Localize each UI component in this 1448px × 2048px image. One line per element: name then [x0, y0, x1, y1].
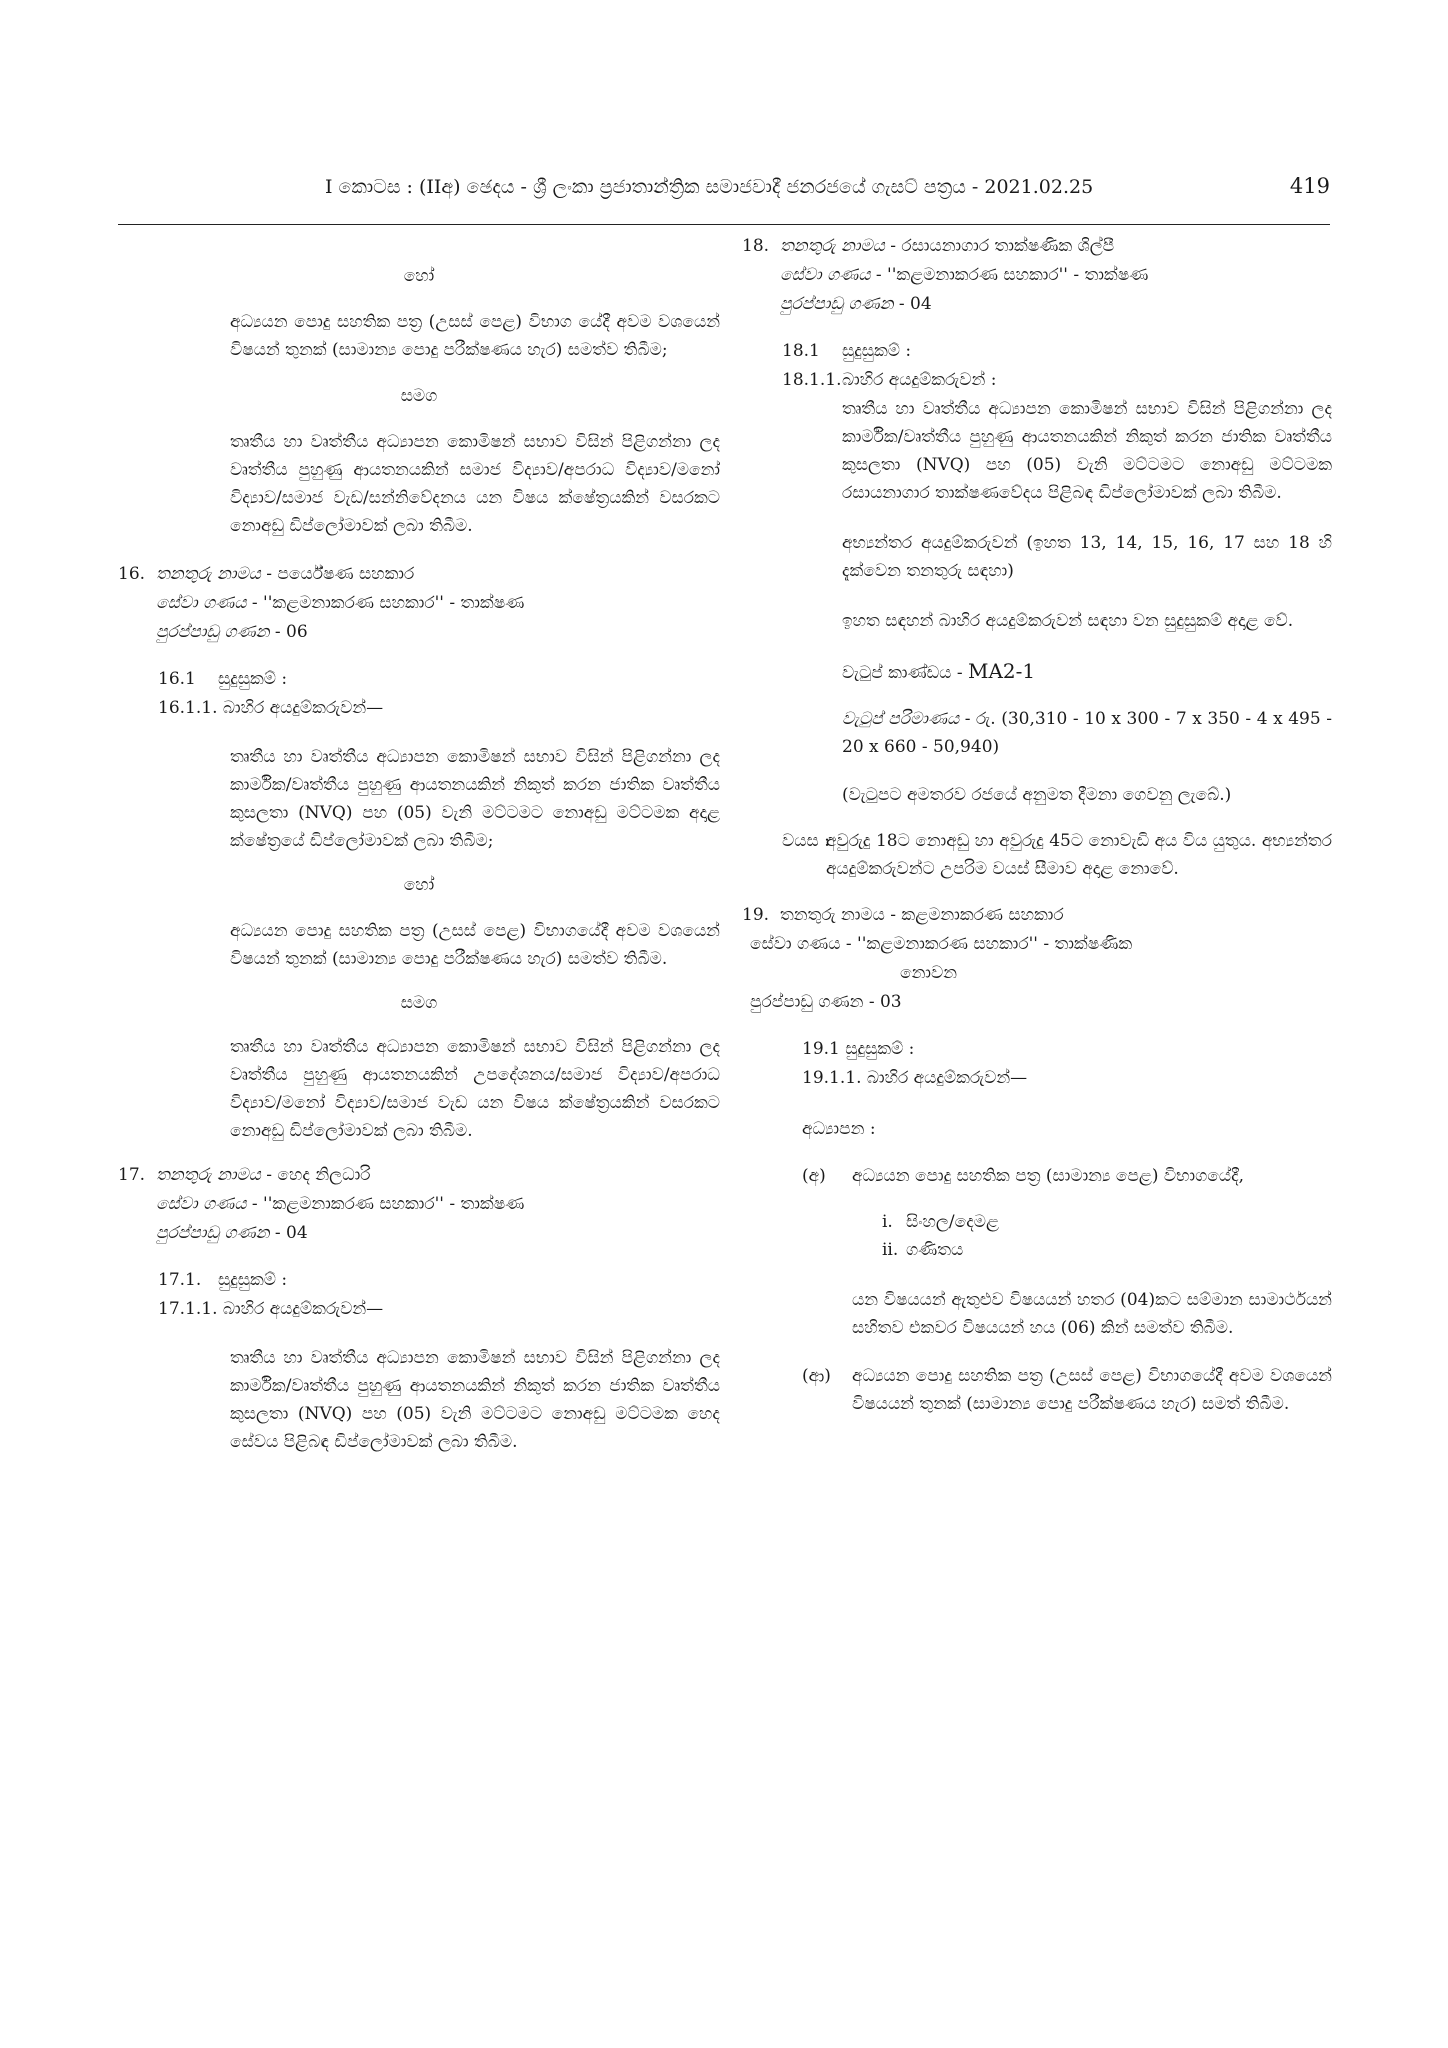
page-number: 419	[1289, 174, 1330, 198]
paragraph: අධ්‍යයන පොදු සහතික පත්‍ර (උසස් පෙළ) විභාග යේදී අවම වශයෙන් විෂයන් තුනක් (සාමාන්‍ය පොදු පරීක්ෂණය හැර) සමත්ව තිබීම;	[230, 312, 720, 360]
salary-scale-label: වැටුප් පරිමාණය	[842, 709, 960, 729]
external-applicants	[782, 366, 1332, 395]
paragraph: යන විෂයයන් ඇතුළුව විෂයයන් හතර (04)කට සම්මාන සාමාර්ථයන් සහිතව එකවර විෂයයන් හය (06) කින් සමත්ව තිබීම.	[852, 1290, 1332, 1338]
service-line-cont: නොවන	[900, 963, 958, 983]
service-label: සේවා ගණය	[156, 1194, 247, 1214]
paragraph: තෘතීය හා වෘත්තීය අධ්‍යාපන කොමිෂන් සභාව විසින් පිළිගන්නා ලද කාර්මික/වෘත්තීය පුහුණු ආයතනයකින් නිකුත් කරන ජාතික වෘත්තීය කුසලතා (NVQ) පහ (05) වැනි මට්ටමට නොඅඩු මට්ටමක අදාළ ක්ෂේත්‍රයේ ඩිප්ලෝමාවක් ලබා තිබීම;	[230, 747, 720, 851]
section-19-heading	[742, 901, 1332, 1017]
salary-code-label: වැටුප් කාණ්ඩය -	[842, 663, 968, 683]
and-separator: සමග	[400, 993, 438, 1013]
right-column	[742, 232, 1332, 1418]
section-number: 17.	[118, 1165, 146, 1185]
service-line: සේවා ගණය - ''කළමනාකරණ සහකාර'' - තාක්ෂණික	[750, 934, 1133, 954]
qualifications-heading	[158, 1266, 720, 1295]
qualifications-heading	[782, 337, 1332, 366]
sub-item-text: සිංහල/දෙමළ	[906, 1212, 999, 1232]
post-value: - පර්යේෂණ සහකාර	[260, 564, 415, 584]
external-applicants: 16.1.1. බාහිර අයදුම්කරුවන්—	[158, 698, 384, 718]
subsection-label: බාහිර අයදුම්කරුවන් :	[842, 370, 997, 390]
list-item-a	[802, 1162, 1332, 1190]
list-label: (ආ)	[802, 1366, 831, 1386]
vacancy-label: පුරප්පාඩු ගණන	[780, 294, 894, 314]
post-label: තනතුරු නාමය	[780, 236, 885, 256]
paragraph: තෘතීය හා වෘත්තීය අධ්‍යාපන කොමිෂන් සභාව විසින් පිළිගන්නා ලද වෘත්තීය පුහුණු ආයතනයකින් සමාජ විද්‍යාව/අපරාධ විද්‍යාව/මනෝ විද්‍යාව/සමාජ වැඩ/සන්නිවේදනය යන විෂය ක්ෂේත්‍රයකින් වසරකට නොඅඩු ඩිප්ලෝමාවක් ලබා තිබීම.	[230, 432, 720, 536]
section-number: 19.	[742, 905, 770, 925]
paragraph: තෘතීය හා වෘත්තීය අධ්‍යාපන කොමිෂන් සභාව විසින් පිළිගන්නා ලද වෘත්තීය පුහුණු ආයතනයකින් උපදේශනය/සමාජ විද්‍යාව/අපරාධ විද්‍යාව/මනෝ විද්‍යාව/සමාජ වැඩ යන විෂය ක්ෂේත්‍රයකින් වසරකට නොඅඩු ඩිප්ලෝමාවක් ලබා තිබීම.	[230, 1037, 720, 1141]
paragraph: තෘතීය හා වෘත්තීය අධ්‍යාපන කොමිෂන් සභාව විසින් පිළිගන්නා ලද කාර්මික/වෘත්තීය පුහුණු ආයතනයකින් නිකුත් කරන ජාතික වෘත්තීය කුසලතා (NVQ) පහ (05) වැනි මට්ටමට නොඅඩු මට්ටමක රසායනාගාර තාක්ෂණවේදය පිළිබඳ ඩිප්ලෝමාවක් ලබා තිබීම.	[842, 399, 1332, 503]
external-applicants: 19.1.1. බාහිර අයදුම්කරුවන්—	[802, 1068, 1028, 1088]
service-label: සේවා ගණය	[780, 265, 871, 285]
sub-item-text: ගණිතය	[906, 1240, 964, 1260]
salary-scale	[842, 705, 1332, 761]
and-separator: සමග	[400, 386, 438, 406]
paragraph: අධ්‍යයන පොදු සහතික පත්‍ර (උසස් පෙළ) විභාගයේදී අවම වශයෙන් විෂයන් තුනක් (සාමාන්‍ය පොදු පරීක්ෂණය හැර) සමත්ව තිබීම.	[230, 921, 720, 969]
vacancy-value: - 04	[269, 1223, 308, 1243]
section-17-heading	[118, 1161, 720, 1248]
section-number: 18.	[742, 236, 770, 256]
section-18-heading	[742, 232, 1332, 319]
or-separator: හෝ	[403, 266, 435, 286]
education-heading: අධ්‍යාපන :	[802, 1119, 876, 1139]
or-separator: හෝ	[403, 875, 435, 895]
service-label: සේවා ගණය	[156, 593, 247, 613]
salary-code-value: MA2-1	[967, 659, 1036, 683]
page-header	[120, 176, 1330, 206]
vacancy-value: - 06	[269, 622, 308, 642]
vacancy-value: - 04	[893, 294, 932, 314]
sub-item-ii	[882, 1236, 1332, 1264]
vacancy-label: පුරප්පාඩු ගණන	[156, 622, 270, 642]
list-item-aa	[802, 1362, 1332, 1418]
subsection-number: 18.1	[782, 341, 820, 361]
paragraph: තෘතීය හා වෘත්තීය අධ්‍යාපන කොමිෂන් සභාව විසින් පිළිගන්නා ලද කාර්මික/වෘත්තීය පුහුණු ආයතනයකින් නිකුත් කරන ජාතික වෘත්තීය කුසලතා (NVQ) පහ (05) වැනි මට්ටමට නොඅඩු මට්ටමක හෙද සේවය පිළිබඳ ඩිප්ලෝමාවක් ලබා තිබීම.	[230, 1348, 720, 1452]
left-column	[118, 232, 720, 1456]
subsection-number: 17.1.	[158, 1270, 202, 1290]
sub-item-number: i.	[882, 1212, 893, 1232]
service-value: - ''කළමනාකරණ සහකාර'' - තාක්ෂණ	[246, 1194, 525, 1214]
subsection-number: 16.1	[158, 669, 196, 689]
qualifications-heading: 19.1 සුදුසුකම් :	[802, 1039, 915, 1059]
vacancy-line: පුරප්පාඩු ගණන - 03	[750, 992, 902, 1012]
post-label: තනතුරු නාමය	[156, 1165, 261, 1185]
allowance-note: (වැටුපට අමතරව රජයේ අනුමත දීමනා ගෙවනු ලැබේ.)	[842, 785, 1232, 805]
list-text: අධ්‍යයන පොදු සහතික පත්‍ර (උසස් පෙළ) විභාගයේදී අවම වශයෙන් විෂයයන් තුනක් (සාමාන්‍ය පොදු පරීක්ෂණය හැර) සමත් තිබීම.	[852, 1366, 1332, 1414]
post-label: තනතුරු නාමය	[156, 564, 261, 584]
age-label: වයස :	[782, 831, 830, 851]
external-applicants: 17.1.1. බාහිර අයදුම්කරුවන්—	[158, 1299, 384, 1319]
subsection-label: සුදුසුකම් :	[842, 341, 912, 361]
subsection-label: සුදුසුකම් :	[218, 1270, 288, 1290]
age-text: අවුරුදු 18ට නොඅඩු හා අවුරුදු 45ට නොවැඩි අය විය යුතුය. අභ්‍යන්තර අයදුම්කරුවන්ට උපරිම වයස් සීමාව අදාළ නොවේ.	[826, 831, 1332, 879]
header-title: I කොටස : (IIඅ) ඡෙදය - ශ්‍රී ලංකා ප්‍රජාතාන්ත්‍රික සමාජවාදී ජනරජයේ ගැසට් පත්‍රය - 2021.02.25	[325, 176, 1094, 198]
salary-code	[842, 657, 1332, 687]
sub-item-number: ii.	[882, 1240, 899, 1260]
post-value: - රසායනාගාර තාක්ෂණික ශිල්පී	[884, 236, 1115, 256]
age-requirement	[782, 827, 1332, 883]
subsection-label: සුදුසුකම් :	[218, 669, 288, 689]
list-label: (අ)	[802, 1166, 826, 1186]
service-value: - ''කළමනාකරණ සහකාර'' - තාක්ෂණ	[870, 265, 1149, 285]
qualifications-heading	[158, 665, 720, 694]
service-value: - ''කළමනාකරණ සහකාර'' - තාක්ෂණ	[246, 593, 525, 613]
vacancy-label: පුරප්පාඩු ගණන	[156, 1223, 270, 1243]
section-16-heading	[118, 560, 720, 647]
salary-scale-value: - රු. (30,310 - 10 x 300 - 7 x 350 - 4 x 495 - 20 x 660 - 50,940)	[842, 709, 1332, 757]
post-value: - හෙද නිලධාරි	[260, 1165, 371, 1185]
paragraph: ඉහත සඳහන් බාහිර අයදුම්කරුවන් සඳහා වන සුදුසුකම් අදාළ වේ.	[842, 611, 1294, 631]
header-rule	[118, 224, 1330, 225]
list-text: අධ්‍යයන පොදු සහතික පත්‍ර (සාමාන්‍ය පෙළ) විභාගයේදී,	[852, 1166, 1245, 1186]
subsection-number: 18.1.1.	[782, 370, 842, 390]
sub-item-i	[882, 1208, 1332, 1236]
paragraph: අභ්‍යන්තර අයදුම්කරුවන් (ඉහත 13, 14, 15, 16, 17 සහ 18 හි දැක්වෙන තනතුරු සඳහා)	[842, 533, 1332, 581]
post-line: තනතුරු නාමය - කළමනාකරණ සහකාර	[780, 905, 1064, 925]
section-number: 16.	[118, 564, 146, 584]
